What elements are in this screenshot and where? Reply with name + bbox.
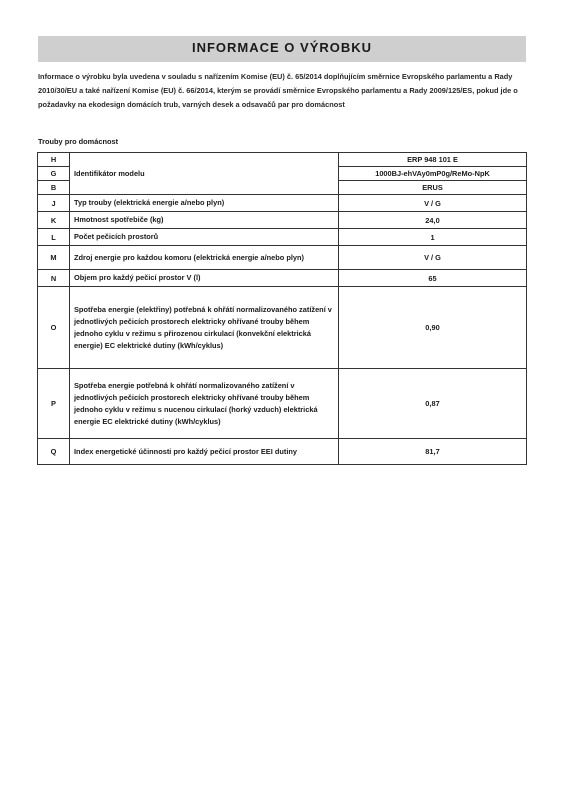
row-value: ERP 948 101 E [339,153,527,167]
row-code: J [38,195,70,212]
row-code: H [38,153,70,167]
row-code: K [38,212,70,229]
row-code: P [38,369,70,439]
intro-paragraph: Informace o výrobku byla uvedena v souladu s nařízením Komise (EU) č. 65/2014 doplňujícím směrnice Evropského parlamentu a Rady 2010/30/EU a také nařízení Komise (EU) č. 66/2014, kterým se provádí směrnice Evropského parlamentu a Rady 2009/125/ES, pokud jde o požadavky na ekodesign domácích trub, varných desek a odsavačů par pro domácnost [38,72,518,109]
table-row [38,369,527,439]
row-parameter: Hmotnost spotřebiče (kg) [70,212,339,229]
row-code: Q [38,439,70,465]
table-row [38,270,527,287]
row-parameter: Identifikátor modelu [70,153,339,195]
row-code: M [38,246,70,270]
row-code: N [38,270,70,287]
table-row [38,212,527,229]
table-row [38,287,527,369]
table-row [38,153,527,167]
row-code: O [38,287,70,369]
row-parameter: Spotřeba energie potřebná k ohřátí normalizovaného zatížení v jednotlivých pečicích prostorech elektricky ohřívané trouby během jednoho cyklu v režimu s nucenou cirkulací (horký vzduch) elektrická energie EC elektrické dutiny (kWh/cyklus) [70,369,339,439]
row-parameter: Zdroj energie pro každou komoru (elektrická energie a/nebo plyn) [70,246,339,270]
product-info-table [37,152,527,465]
table-caption: Trouby pro domácnost [38,137,119,146]
row-parameter: Typ trouby (elektrická energie a/nebo plyn) [70,195,339,212]
row-parameter: Počet pečicích prostorů [70,229,339,246]
row-value: 65 [339,270,527,287]
table-row [38,246,527,270]
row-value: V / G [339,195,527,212]
table-row [38,229,527,246]
row-value: ERUS [339,181,527,195]
row-value: 24,0 [339,212,527,229]
row-value: V / G [339,246,527,270]
row-value: 0,87 [339,369,527,439]
table-row [38,439,527,465]
row-parameter: Index energetické účinnosti pro každý pečicí prostor EEI dutiny [70,439,339,465]
page-title: INFORMACE O VÝROBKU [191,40,373,55]
row-code: G [38,167,70,181]
row-value: 1 [339,229,527,246]
row-parameter: Objem pro každý pečicí prostor V (l) [70,270,339,287]
row-value: 1000BJ-ehVAy0mP0g/ReMo-NpK [339,167,527,181]
row-code: B [38,181,70,195]
row-code: L [38,229,70,246]
row-parameter: Spotřeba energie (elektřiny) potřebná k ohřátí normalizovaného zatížení v jednotlivých pečicích prostorech elektricky ohřívané trouby během jednoho cyklu v režimu s přirozenou cirkulací (konvekční elektrická energie) EC elektrické dutiny (kWh/cyklus) [70,287,339,369]
row-value: 0,90 [339,287,527,369]
table-row [38,195,527,212]
row-value: 81,7 [339,439,527,465]
title-bar [38,36,526,62]
